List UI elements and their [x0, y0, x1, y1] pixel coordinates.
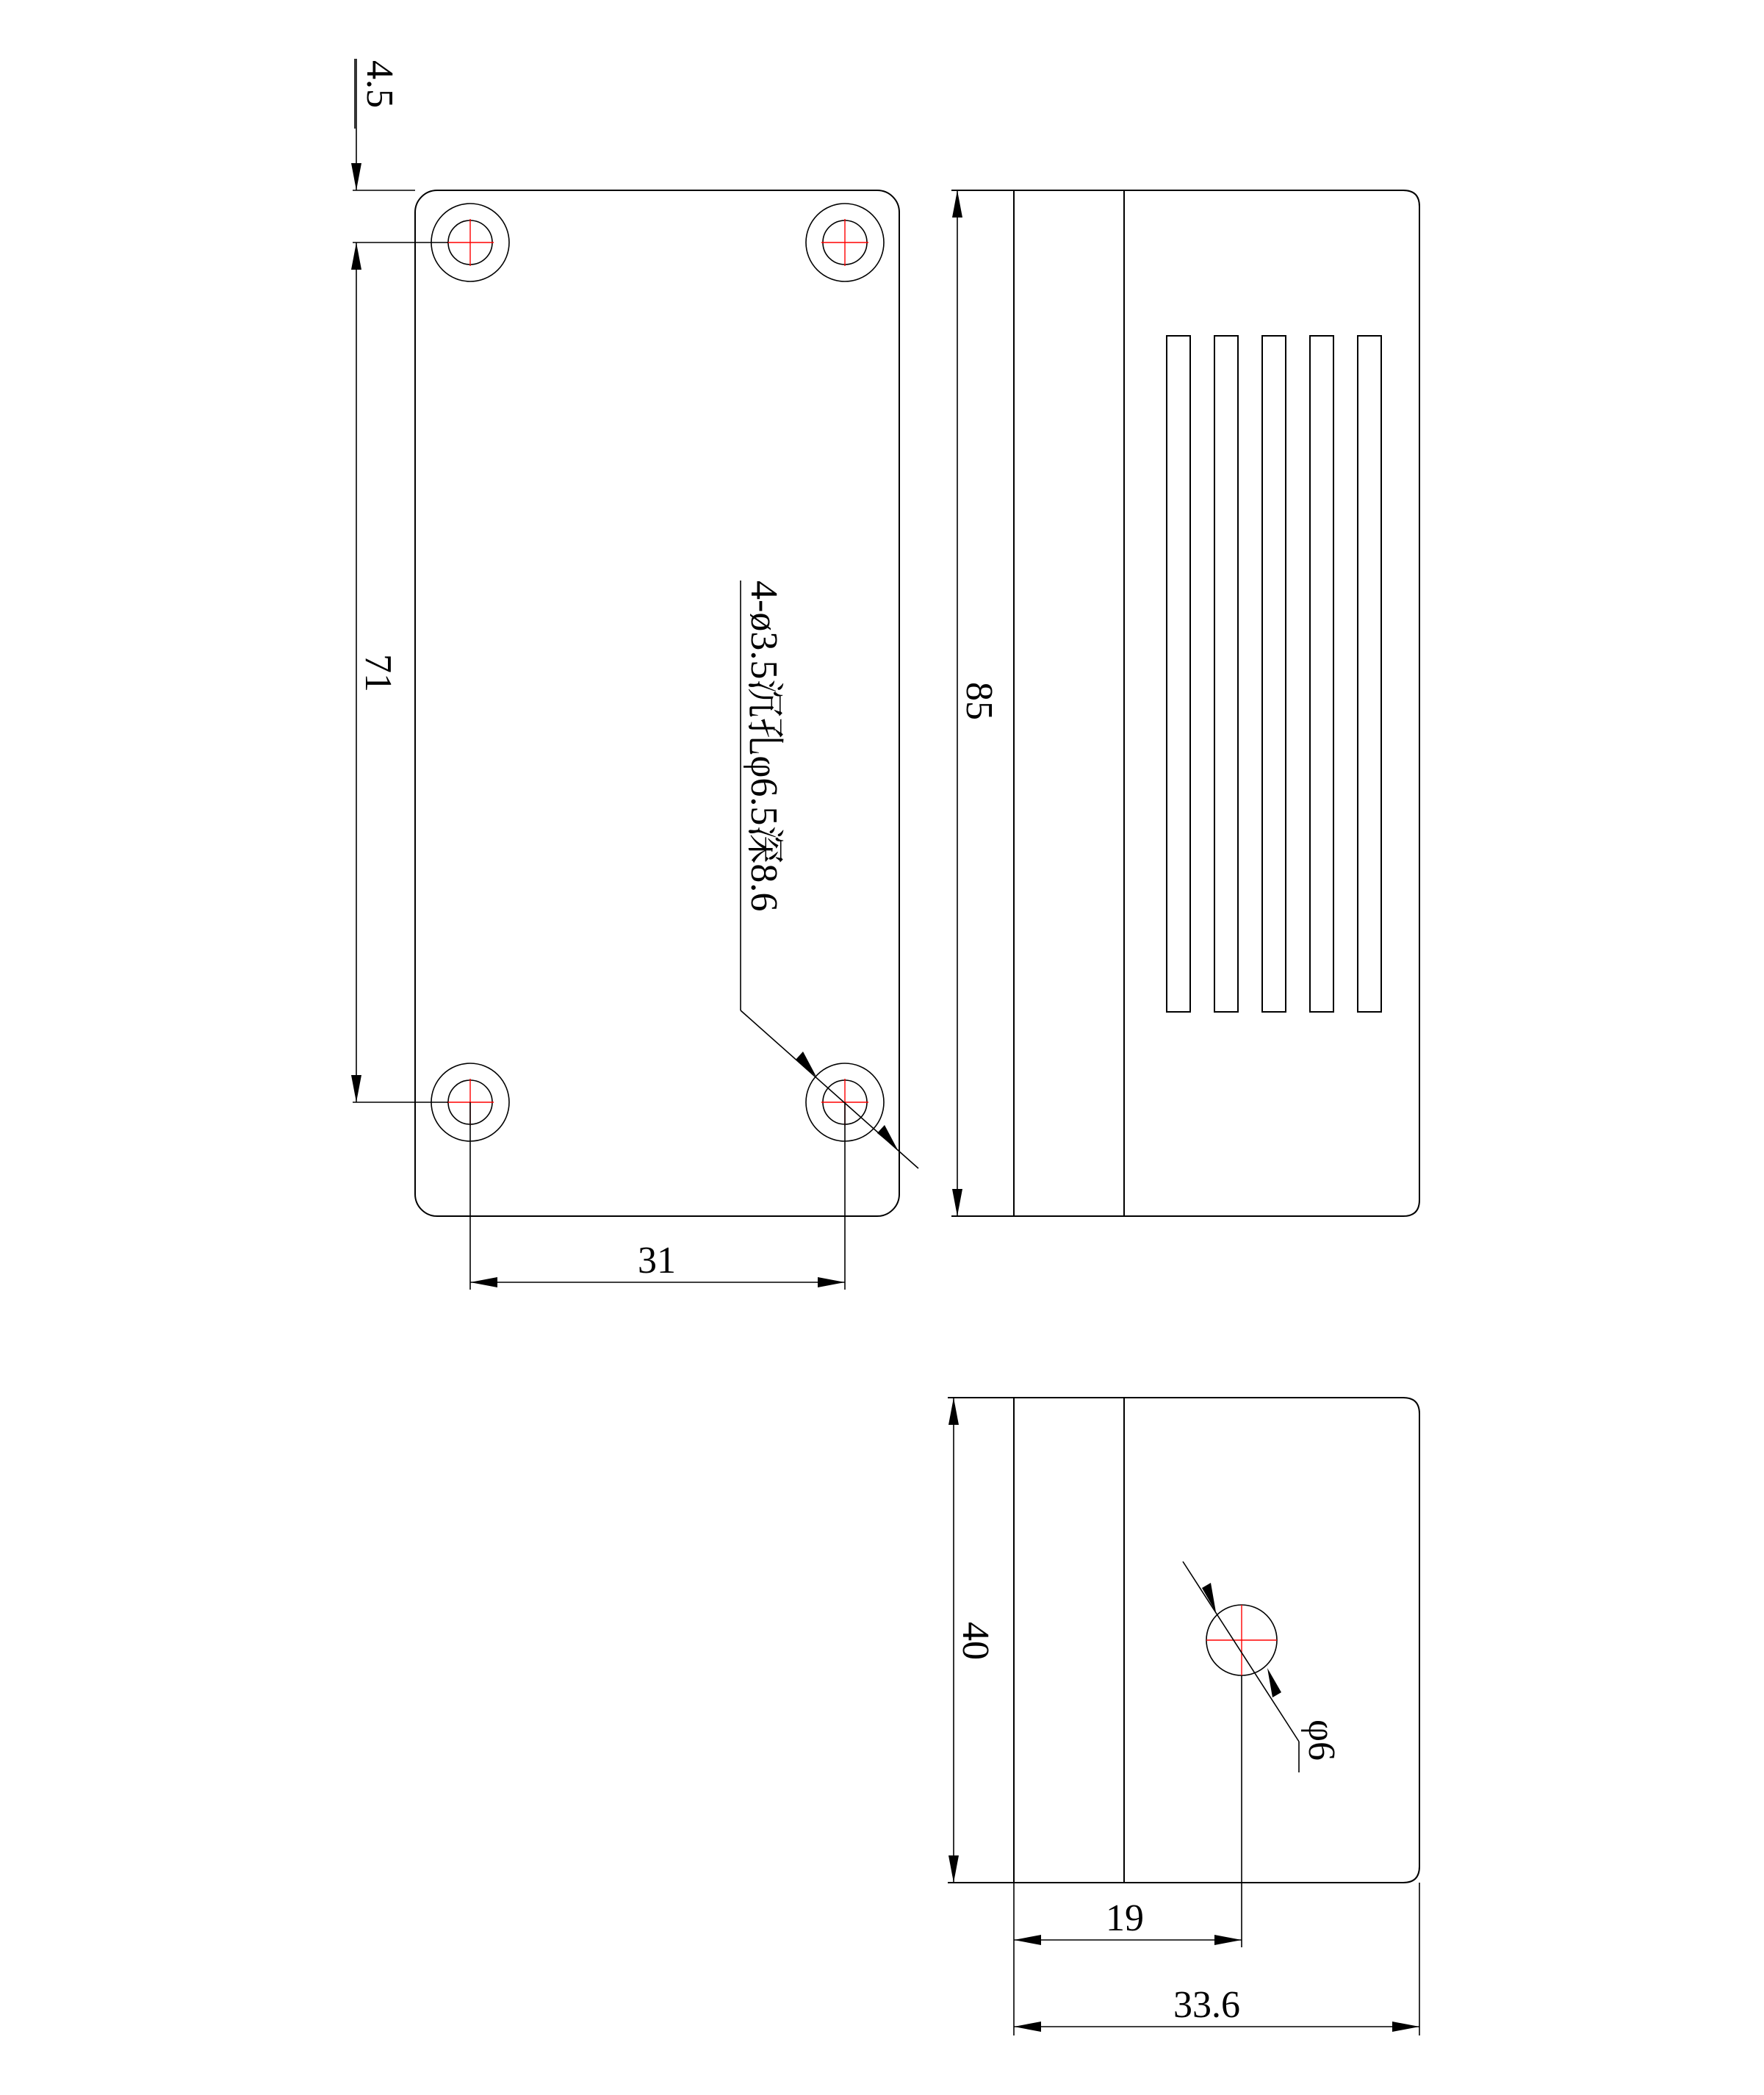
end-view [948, 1398, 1419, 2035]
dimension-hole-spacing-vertical-label: 71 [357, 654, 399, 692]
dimension-hole-position [1014, 1675, 1242, 2035]
dimension-hole-spacing-vertical [351, 242, 448, 1102]
side-view-outline [951, 190, 1419, 1216]
ventilation-slots [1167, 336, 1381, 1012]
dimension-length [952, 190, 1000, 1216]
dimension-hole-offset [351, 59, 448, 242]
dimension-height-label: 33.6 [1173, 1984, 1240, 2026]
dimension-hole-spacing-horizontal [470, 1102, 845, 1290]
dimension-length-label: 85 [958, 682, 1000, 720]
dimension-hole-position-label: 19 [1106, 1897, 1144, 1939]
top-view-outline [415, 190, 899, 1216]
side-view [951, 190, 1419, 1216]
dimension-side-hole-diameter-label: φ6 [1300, 1720, 1342, 1761]
dimension-hole-offset-label: 4.5 [359, 60, 400, 108]
dimension-hole-spacing-horizontal-label: 31 [638, 1240, 676, 1282]
hole-note-leader [741, 581, 918, 1168]
mounting-hole-top-right [806, 204, 884, 281]
top-view [351, 59, 918, 1290]
dimension-width [948, 1398, 996, 1883]
dimension-width-label: 40 [954, 1622, 996, 1660]
end-view-outline [948, 1398, 1419, 1883]
dimension-side-hole-diameter [1183, 1562, 1342, 1772]
hole-note-label: 4-ø3.5沉孔φ6.5深8.6 [743, 581, 785, 912]
dimension-height [1014, 1883, 1419, 2035]
